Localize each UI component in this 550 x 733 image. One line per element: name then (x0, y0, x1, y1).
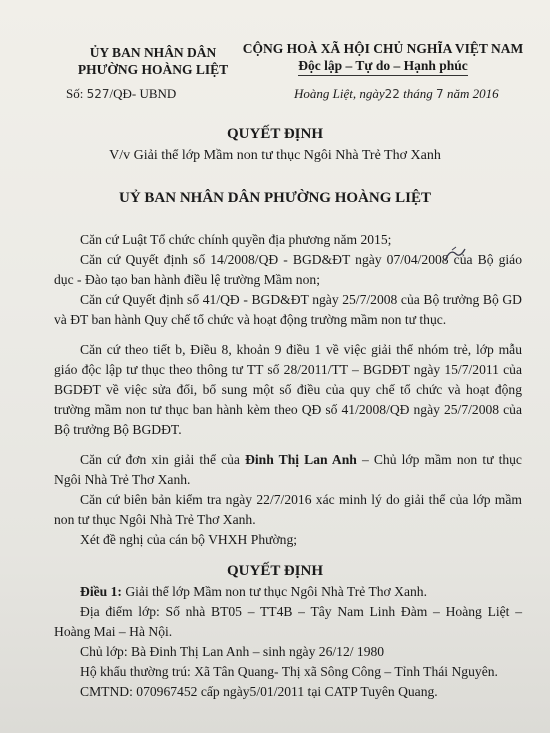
decision-title: QUYẾT ĐỊNH (227, 126, 323, 142)
date-month-word: tháng (403, 86, 433, 101)
article-1-text: Giải thể lớp Mầm non tư thục Ngôi Nhà Trẻ Thơ Xanh. (121, 584, 427, 599)
decision-body (54, 582, 522, 702)
country-name: CỘNG HOÀ XÃ HỘI CHỦ NGHĨA VIỆT NAM (242, 41, 524, 56)
doc-number-prefix: Số: (66, 86, 84, 101)
application-before: Căn cứ đơn xin giải thể của (80, 452, 246, 467)
handwritten-correction-mark-icon (442, 246, 468, 264)
article-1 (54, 582, 522, 602)
detail-item: Địa điểm lớp: Số nhà BT05 – TT4B – Tây Nam Linh Đàm – Hoàng Liệt – Hoàng Mai – Hà Nội. (54, 604, 522, 639)
detail-item: CMTND: 070967452 cấp ngày5/01/2011 tại CATP Tuyên Quang. (80, 684, 438, 699)
national-motto (238, 40, 528, 76)
doc-number-handwritten: 527 (86, 87, 110, 101)
issuing-authority (58, 44, 248, 78)
preamble-item: Căn cứ biên bản kiểm tra ngày 22/7/2016 xác minh lý do giải thể của lớp mầm non tư thục Ngôi Nhà Trẻ Thơ Xanh. (54, 492, 522, 527)
document-date (294, 86, 499, 102)
authority-line-1: ỦY BAN NHÂN DÂN (89, 45, 217, 60)
detail-item: Chủ lớp: Bà Đinh Thị Lan Anh – sinh ngày 26/12/ 1980 (80, 644, 385, 659)
preamble-item: Căn cứ Quyết định số 14/2008/QĐ - BGD&ĐT ngày 07/04/2008 của Bộ giáo dục - Đào tạo ban hành điều lệ trường Mầm non; (54, 252, 522, 287)
doc-number-suffix: /QĐ- UBND (109, 86, 177, 101)
date-day: 22 (384, 87, 400, 101)
document-number (66, 86, 176, 102)
decision-subject: V/v Giải thể lớp Mầm non tư thục Ngôi Nhà Trẻ Thơ Xanh (109, 148, 441, 163)
date-month: 7 (436, 87, 444, 101)
decision-heading: QUYẾT ĐỊNH (227, 563, 323, 579)
date-year: năm 2016 (446, 86, 499, 101)
preamble-item: Căn cứ Quyết định số 41/QĐ - BGD&ĐT ngày 25/7/2008 của Bộ trưởng Bộ GD và ĐT ban hành Quy chế tổ chức và hoạt động trường mầm non tư thục. (54, 292, 522, 327)
preamble-item: Căn cứ Luật Tổ chức chính quyền địa phương năm 2015; (80, 232, 392, 247)
application-after: – Chủ lớp mầm non tư thục Ngôi Nhà Trẻ Thơ Xanh. (54, 452, 522, 487)
application-paragraph (54, 450, 522, 490)
detail-item: Hộ khẩu thường trú: Xã Tân Quang- Thị xã Sông Công – Tỉnh Thái Nguyên. (80, 664, 498, 679)
authority-line-2: PHƯỜNG HOÀNG LIỆT (77, 62, 229, 77)
applicant-name: Đinh Thị Lan Anh (245, 452, 357, 467)
motto: Độc lập – Tự do – Hạnh phúc (298, 57, 468, 76)
article-1-label: Điều 1: (80, 584, 122, 599)
preamble-item: Xét đề nghị của cán bộ VHXH Phường; (80, 532, 298, 547)
authority-heading: UỶ BAN NHÂN DÂN PHƯỜNG HOÀNG LIỆT (119, 190, 431, 206)
preamble (54, 230, 522, 550)
preamble-item: Căn cứ theo tiết b, Điều 8, khoản 9 điều 1 về việc giải thể nhóm trẻ, lớp mẫu giáo độc lập tư thục theo thông tư TT số 28/2011/TT – BGDĐT ngày 15/7/2011 của BGDĐT về việc sửa đổi, bổ sung một số điều của quy chế tổ chức và hoạt động trường mầm non tư thục ban hành kèm theo QĐ số 41/2008/QĐ ngày 25/7/2008 của Bộ trưởng Bộ BGDĐT. (54, 342, 522, 437)
date-place: Hoàng Liệt, ngày (294, 86, 385, 101)
